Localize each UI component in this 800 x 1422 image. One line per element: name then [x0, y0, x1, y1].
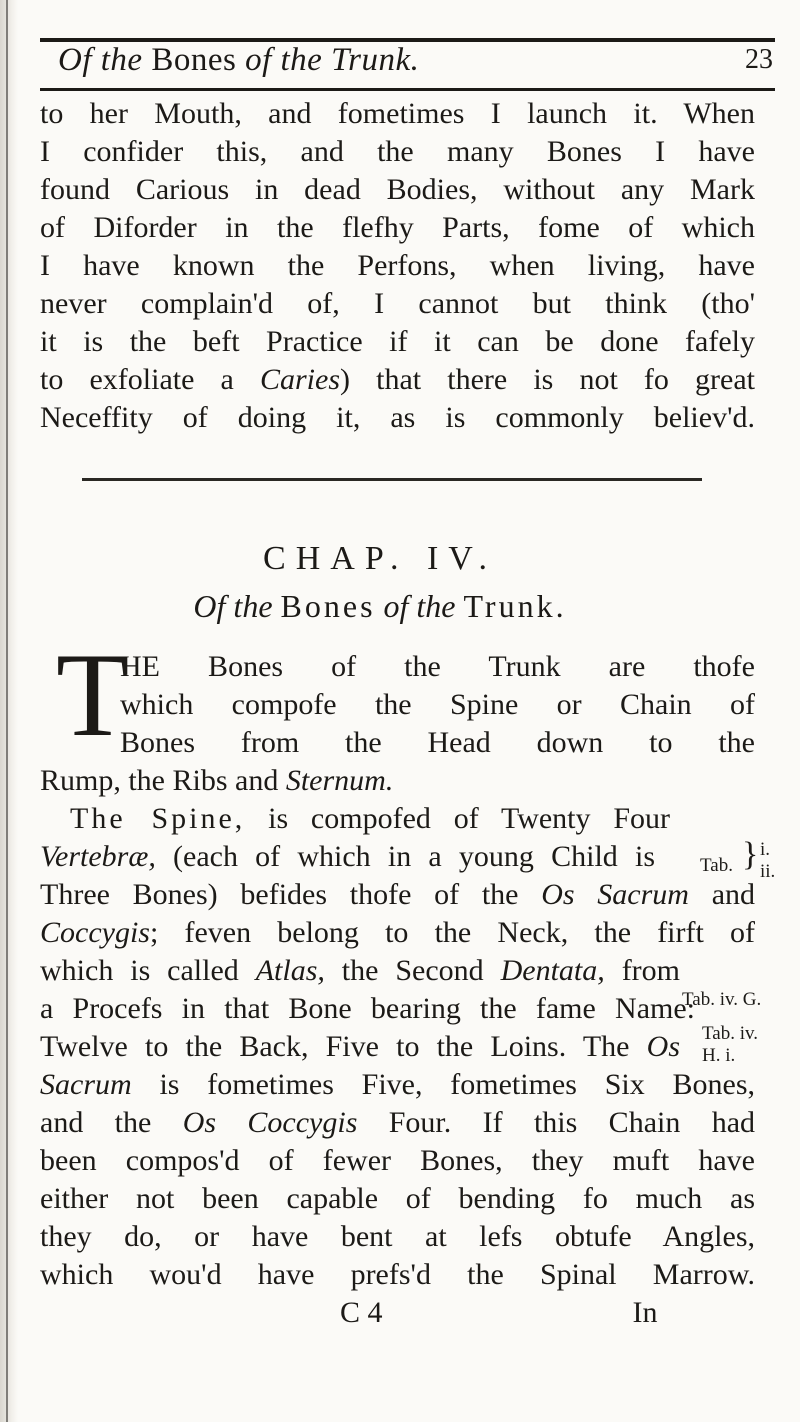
text-line [40, 762, 755, 800]
text-span: which is called [40, 954, 239, 987]
text-span: to exfoliate a [40, 363, 234, 396]
text-span: Three Bones) befides thofe of the [40, 878, 519, 911]
sub-word: the [233, 588, 273, 624]
head-word: the [100, 42, 143, 78]
text-line: HE Bones of the Trunk are thofe [120, 650, 755, 683]
text-line: I have known the Perfons, when living, have [40, 249, 755, 282]
text-line [40, 838, 655, 876]
text-span: Os Sacrum [541, 878, 689, 911]
sub-word: Bones [280, 588, 376, 624]
head-word: Bones [151, 42, 237, 78]
paragraph-2 [40, 648, 755, 1332]
margin-note-tab-iv: Tab. iv. [702, 1023, 759, 1044]
text-span: Vertebræ, [40, 840, 156, 873]
text-line [40, 1104, 755, 1142]
text-span: and [711, 878, 756, 911]
text-span: (each of which in a young Child is [173, 840, 655, 873]
page-number: 23 [745, 44, 773, 75]
text-line: to her Mouth, and fometimes I launch it. When [40, 97, 755, 130]
text-span: ; feven belong to the Neck, the firft of [149, 916, 755, 949]
chapter-subtitle [0, 588, 760, 625]
binding-edge [6, 0, 8, 1422]
text-span: is fometimes Five, fometimes Six Bones, [159, 1068, 756, 1101]
section-rule [82, 478, 702, 481]
sub-word: Trunk. [463, 588, 567, 624]
text-line [40, 914, 755, 952]
running-head-title [58, 42, 419, 79]
drop-cap: T [56, 628, 130, 761]
text-span: Coccygis [40, 916, 150, 949]
text-span: Os Coccygis [182, 1106, 358, 1139]
catchword: In [632, 1296, 658, 1329]
sub-word: of [383, 588, 409, 624]
text-span: Sternum. [285, 764, 394, 797]
text-line: never complain'd of, I cannot but think (tho' [40, 287, 755, 320]
text-span: ) that there is not fo great [340, 363, 756, 396]
margin-note-h-i: H. i. [702, 1045, 736, 1066]
text-span: Os [646, 1030, 680, 1063]
text-span: Rump, the Ribs and [40, 764, 279, 797]
text-line [40, 1028, 680, 1066]
page-gutter-shadow [0, 0, 18, 1422]
text-line [40, 1066, 755, 1104]
text-span: Atlas, [255, 954, 325, 987]
text-line: which compofe the Spine or Chain of [120, 688, 755, 721]
head-word: of [245, 42, 272, 78]
text-span: Twelve to the Back, Five to the Loins. The [40, 1030, 630, 1063]
text-span: Dentata, [500, 954, 605, 987]
sub-word: the [416, 588, 456, 624]
text-line [40, 361, 755, 399]
text-line: a Procefs in that Bone bearing the fame Name: [40, 992, 695, 1025]
text-line: they do, or have bent at lefs obtufe Angles, [40, 1220, 755, 1253]
text-span: Sacrum [40, 1068, 132, 1101]
text-line: been compos'd of fewer Bones, they muft have [40, 1144, 755, 1177]
text-span: The Spine, [70, 802, 246, 835]
text-line: either not been capable of bending fo much as [40, 1182, 755, 1215]
paragraph-1 [40, 95, 755, 437]
margin-note-tab-iv-g: Tab. iv. G. [682, 989, 762, 1010]
header-rule [40, 88, 775, 91]
text-line: Bones from the Head down to the [120, 726, 755, 759]
head-word: the [280, 42, 323, 78]
text-line: which wou'd have prefs'd the Spinal Marrow. [40, 1258, 755, 1291]
margin-note-ii: ii. [760, 861, 776, 882]
sub-word: Of [193, 588, 226, 624]
text-span: is compofed of Twenty Four [268, 802, 670, 835]
head-word: Of [58, 42, 92, 78]
margin-note-tab: Tab. [700, 855, 733, 876]
chapter-heading: CHAP. IV. [263, 540, 497, 577]
head-word: Trunk. [331, 42, 420, 78]
text-span: from [621, 954, 681, 987]
signature-line [40, 1294, 755, 1332]
text-line: found Carious in dead Bodies, without any Mark [40, 173, 755, 206]
signature-mark: C 4 [340, 1296, 383, 1329]
text-line: I confider this, and the many Bones I have [40, 135, 755, 168]
text-span: Caries [260, 363, 341, 396]
text-line: Neceffity of doing it, as is commonly believ'd. [40, 401, 755, 434]
text-span: and the [40, 1106, 152, 1139]
text-line [40, 952, 680, 990]
text-line [40, 876, 755, 914]
text-line [40, 800, 670, 838]
running-header [40, 40, 775, 90]
text-span: the Second [341, 954, 484, 987]
brace-mark: } [742, 836, 759, 873]
margin-note-i: i. [760, 839, 771, 860]
text-line: it is the beft Practice if it can be done fafely [40, 325, 755, 358]
text-line: of Diforder in the flefhy Parts, fome of which [40, 211, 755, 244]
text-span: Four. If this Chain had [388, 1106, 756, 1139]
